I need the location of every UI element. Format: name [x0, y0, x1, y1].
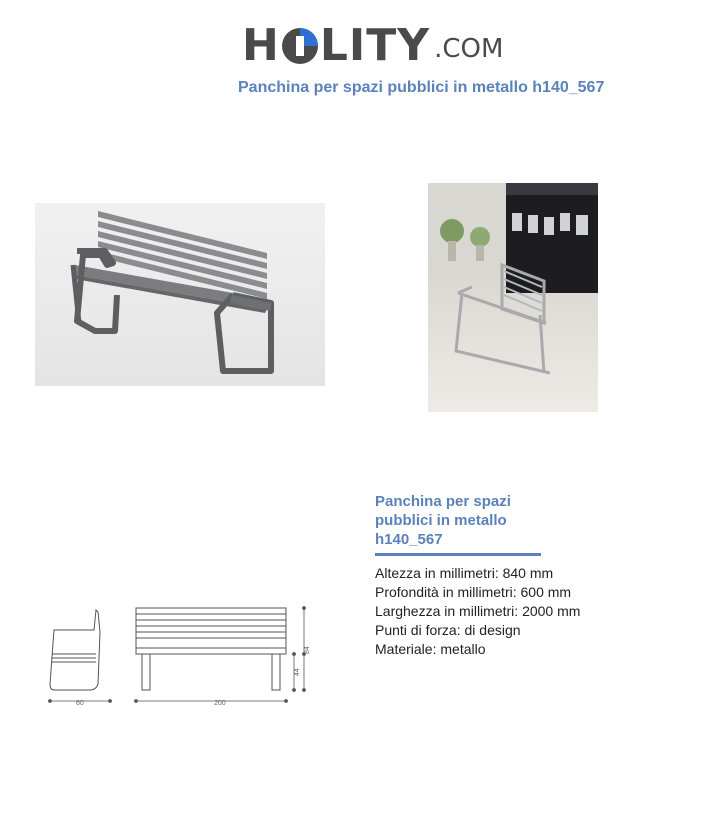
logo-letters: LITY [319, 20, 431, 71]
spec-value: 2000 mm [522, 603, 581, 619]
spec-value: 600 mm [520, 584, 572, 600]
dimension-width: 200 [214, 700, 226, 707]
spec-label: Altezza in millimetri [375, 565, 495, 581]
logo-o-icon [281, 27, 319, 65]
spec-label: Larghezza in millimetri [375, 603, 515, 619]
spec-title-line: Panchina per spazi [375, 493, 511, 510]
product-photo-bench [35, 203, 325, 386]
spec-title [375, 492, 545, 549]
dimension-height-total: 84 [304, 646, 311, 654]
spec-item: Larghezza in millimetri: 2000 mm [375, 603, 581, 619]
dimension-depth: 60 [76, 700, 84, 707]
spec-divider [375, 553, 541, 556]
technical-drawing [40, 600, 320, 712]
logo-letter-h: H [242, 20, 280, 71]
brand-logo[interactable] [242, 18, 504, 71]
spec-label: Punti di forza [375, 622, 457, 638]
spec-label: Profondità in millimetri [375, 584, 513, 600]
product-photo-installation [428, 183, 598, 412]
logo-domain: .COM [434, 34, 504, 64]
spec-value: di design [464, 622, 521, 638]
spec-title-line: pubblici in metallo [375, 512, 507, 529]
spec-item: Materiale: metallo [375, 641, 486, 657]
spec-list [375, 564, 580, 659]
spec-value: metallo [440, 641, 486, 657]
page-title: Panchina per spazi pubblici in metallo h140_567 [238, 79, 605, 96]
dimension-height-seat: 44 [294, 668, 301, 676]
spec-label: Materiale [375, 641, 433, 657]
spec-item: Punti di forza: di design [375, 622, 521, 638]
spec-value: 840 mm [502, 565, 554, 581]
spec-item: Altezza in millimetri: 840 mm [375, 565, 554, 581]
spec-item: Profondità in millimetri: 600 mm [375, 584, 572, 600]
spec-title-line: h140_567 [375, 531, 443, 548]
